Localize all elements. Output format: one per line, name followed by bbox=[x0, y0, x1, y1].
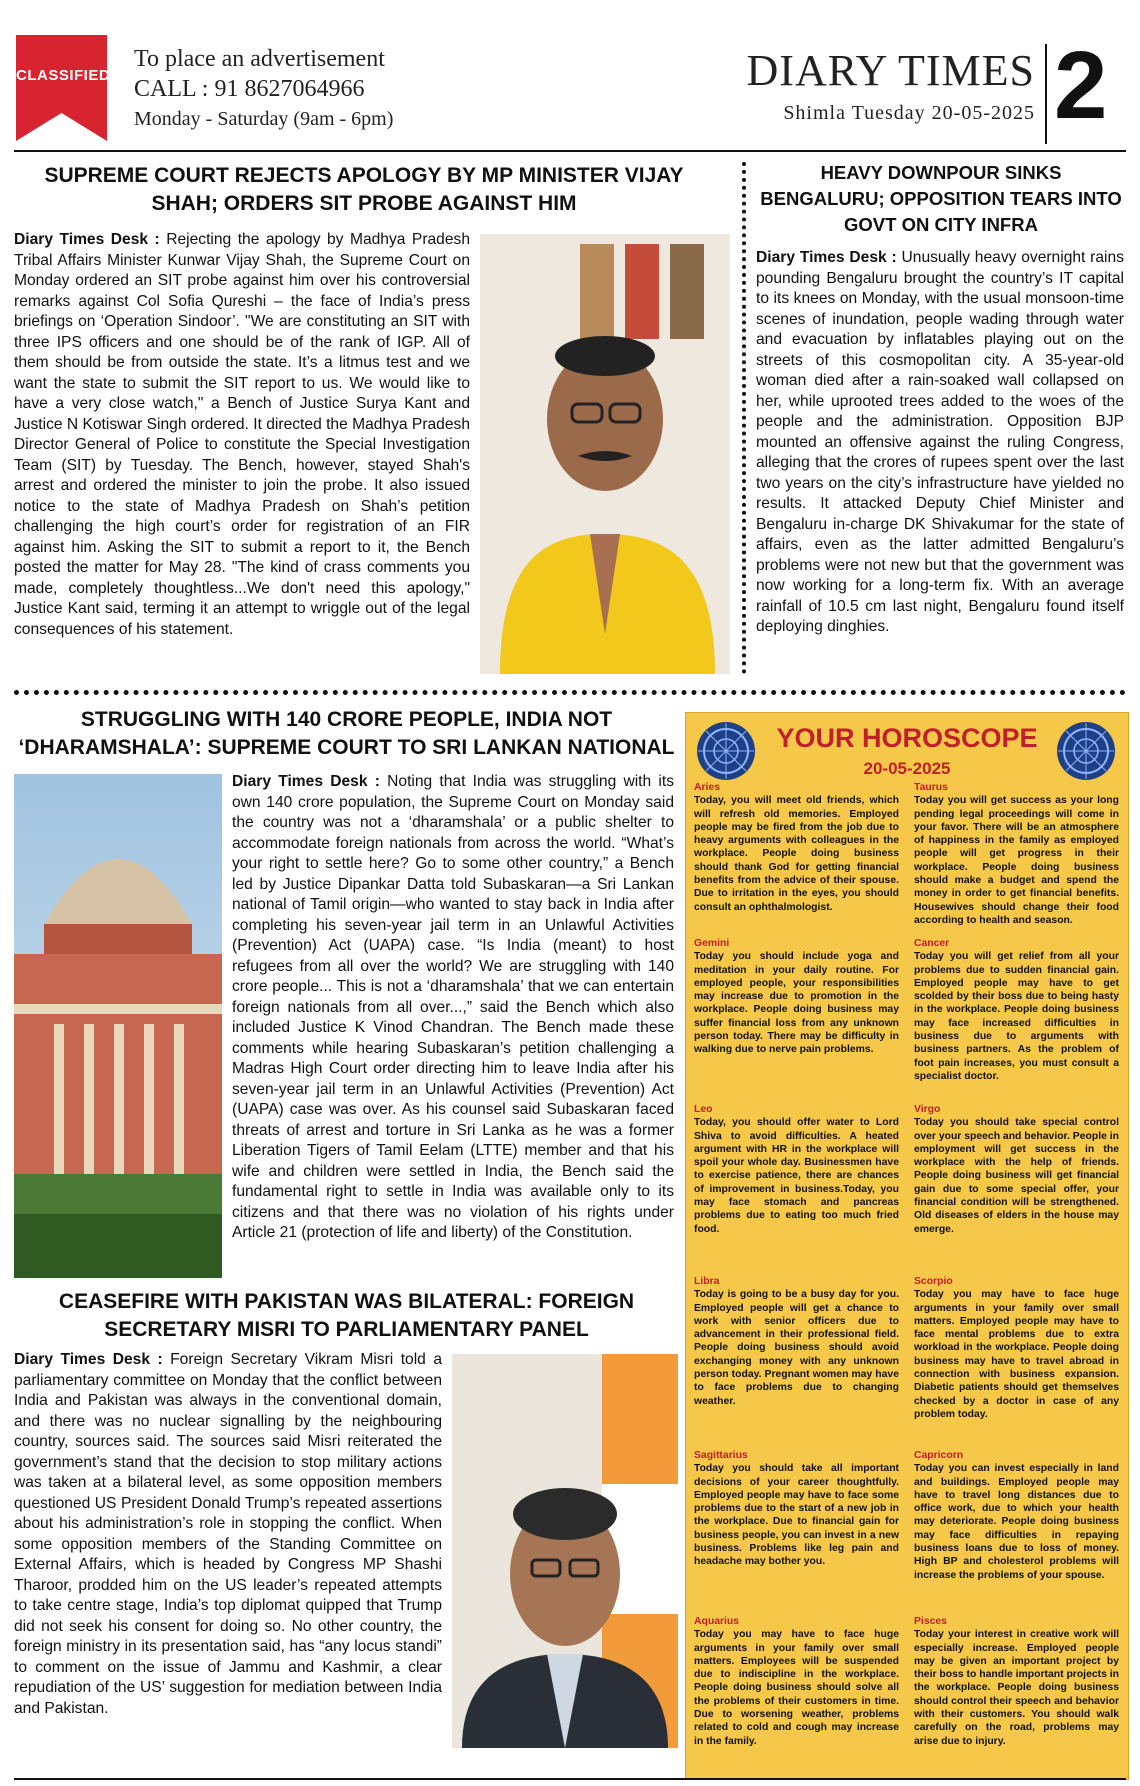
desk-label: Diary Times Desk : bbox=[756, 249, 897, 266]
ad-line-1: To place an advertisement bbox=[134, 46, 385, 72]
masthead-divider bbox=[1045, 44, 1047, 144]
ad-phone: CALL : 91 8627064966 bbox=[134, 76, 365, 102]
sign-name: Pisces bbox=[914, 1616, 947, 1627]
desk-label: Diary Times Desk : bbox=[232, 773, 380, 790]
desk-label: Diary Times Desk : bbox=[14, 231, 160, 248]
ad-hours: Monday - Saturday (9am - 6pm) bbox=[134, 108, 394, 130]
header-rule bbox=[14, 150, 1126, 152]
sign-text: Today you may have to face huge arguments in your family over small matters. Employed people may have to face mental problems due to extra workload in the workplace. People doing business may have to travel abroad in connection with business expansion. Diabetic patients should get themselves checked by a doctor in case of any problem today. bbox=[914, 1289, 1119, 1420]
sign-text: Today you should take special control over your speech and behavior. People in employment will get success in the workplace with the help of friends. People doing business will get financial gain due to some special offer, your financial condition will be strengthened. Old diseases of elders in the house may emerge. bbox=[914, 1117, 1119, 1235]
headline-dharamshala: STRUGGLING WITH 140 CRORE PEOPLE, INDIA NOT ‘DHARAMSHALA’: SUPREME COURT TO SRI LANKAN NATIONAL bbox=[18, 708, 675, 759]
sign-text: Today you should take all important decisions of your career thoughtfully. Employed people may have to face some problems due to the start of a new job in the workplace. Due to financial gain for business people, you can invest in a new business. Problems like leg pain and headache may bother you. bbox=[694, 1463, 899, 1568]
sign-text: Today your interest in creative work will especially increase. Employed people may be given an important project by their boss to handle important projects in the workplace. People doing business should control their speech and behavior with their customers. You should walk carefully on the road, problems may arise due to injury. bbox=[914, 1629, 1119, 1747]
headline-vijay-shah: SUPREME COURT REJECTS APOLOGY BY MP MINISTER VIJAY SHAH; ORDERS SIT PROBE AGAINST HIM bbox=[44, 164, 684, 215]
horoscope-capricorn bbox=[914, 1449, 1119, 1582]
sign-text: Today you should include yoga and meditation in your daily routine. For employed people, your responsibilities may increase due to promotion in the workplace. People doing business may suffer financial loss from any unknown person today. There may be difficulty in walking due to nerve pain problems. bbox=[694, 951, 899, 1056]
sign-name: Cancer bbox=[914, 938, 950, 949]
article-body: Unusually heavy overnight rains pounding Bengaluru brought the country’s IT capital to its knees on Monday, with the usual monsoon-time scenes of inundation, people wading through water and evacuation by inflatables playing out on the streets of this cosmopolitan city. A 35-year-old woman died after a rain-soaked wall collapsed on her, while uprooted trees added to the woes of the people and the administration. Opposition BJP mounted an offensive against the ruling Congress, alleging that the crores of rupees spent over the last two years on the city’s infrastructure have yielded no results. It attacked Deputy Chief Minister and Bengaluru in-charge DK Shivakumar for the state of affairs, even as the latter admitted Bengaluru’s problems were not new but that the government was now working for a long-term fix. With an average rainfall of 10.5 cm last night, Bengaluru found itself deploying dinghies. bbox=[756, 249, 1124, 635]
horoscope-leo bbox=[694, 1103, 899, 1236]
horoscope-sagittarius bbox=[694, 1449, 899, 1569]
article-vijay-shah bbox=[14, 230, 730, 674]
horoscope-pisces bbox=[914, 1615, 1119, 1748]
horoscope-taurus bbox=[914, 781, 1119, 927]
article-body: Foreign Secretary Vikram Misri told a parliamentary committee on Monday that the conflict between India and Pakistan was always in the conventional domain, and there was no nuclear signalling by the neighbouring country, sources said. The sources said Misri reiterated the government’s stand that the decision to stop military actions was taken at a bilateral level, as some opposition members questioned US President Donald Trump’s repeated assertions about his administration’s role in stopping the conflict. When some opposition members of the Standing Committee on External Affairs, which is headed by Congress MP Shashi Tharoor, prodded him on the US leader’s repeated attempts to take centre stage, India’s top diplomat quipped that Trump did not seek his consent for doing so. No other country, the foreign ministry in its presentation said, has “any locus standi” to comment on the issue of Jammu and Kashmir, a clear repudiation of the US’ suggestion for mediation between India and Pakistan. bbox=[14, 1351, 442, 1717]
sign-text: Today is going to be a busy day for you. Employed people will get a chance to work with senior officers due to advancement in their professional field. People doing business should avoid exchanging money with any unknown person today. Pregnant women may have to face problems due to changing weather. bbox=[694, 1289, 899, 1407]
article-bengaluru bbox=[756, 248, 1124, 638]
sign-name: Taurus bbox=[914, 782, 948, 793]
desk-label: Diary Times Desk : bbox=[14, 1351, 163, 1368]
headline-bengaluru: HEAVY DOWNPOUR SINKS BENGALURU; OPPOSITION TEARS INTO GOVT ON CITY INFRA bbox=[760, 162, 1122, 235]
sign-name: Sagittarius bbox=[694, 1450, 748, 1461]
horoscope-virgo bbox=[914, 1103, 1119, 1236]
section-divider bbox=[14, 690, 1126, 695]
article-dharamshala bbox=[14, 772, 674, 1278]
sign-text: Today, you will meet old friends, which will refresh old memories. Employed people may be fired from the job due to heavy arguments with colleagues in the workplace. People doing business should thank God for getting financial benefits from the advice of their spouse. Due to irritation in the eyes, you should consult an ophthalmologist. bbox=[694, 795, 899, 913]
classified-label: CLASSIFIED bbox=[16, 67, 111, 84]
sign-name: Gemini bbox=[694, 938, 730, 949]
dateline: Shimla Tuesday 20-05-2025 bbox=[783, 102, 1035, 124]
horoscope-cancer bbox=[914, 937, 1119, 1083]
paper-name: DIARY TIMES bbox=[746, 46, 1035, 95]
horoscope-gemini bbox=[694, 937, 899, 1057]
footer-rule bbox=[14, 1778, 1126, 1780]
sign-text: Today you will get relief from all your problems due to sudden financial gain. Employed people may have to get scolded by their boss due to being hasty in the workplace. People doing business may face increased difficulties in business due to arguments with business partners. As the problem of foot pain increases, you must consult a specialist doctor. bbox=[914, 951, 1119, 1082]
page-header bbox=[0, 0, 1140, 150]
column-divider bbox=[742, 162, 746, 674]
sign-text: Today you can invest especially in land and buildings. Employed people may have to travel long distances due to office work, due to which your health may deteriorate. People doing business may face difficulties in repaying business loans due to loss of money. High BP and cholesterol problems will increase the problems of your spouse. bbox=[914, 1463, 1119, 1581]
article-ceasefire bbox=[14, 1350, 678, 1748]
sign-name: Libra bbox=[694, 1276, 720, 1287]
classified-badge bbox=[16, 35, 111, 141]
vikram-misri-photo bbox=[452, 1354, 678, 1748]
sign-name: Aquarius bbox=[694, 1616, 740, 1627]
horoscope-aquarius bbox=[694, 1615, 899, 1748]
page-number: 2 bbox=[1054, 32, 1108, 139]
article-body: Noting that India was struggling with its own 140 crore population, the Supreme Court on Monday said the country was not a ‘dharamshala’ or a public shelter to accommodate foreign nationals from across the world. “What’s your right to settle here? Go to some other country,” a Bench led by Justice Dipankar Datta told Subaskaran—a Sri Lankan national of Tamil origin—who wanted to stay back in India after completing his seven-year jail term in an Unlawful Activities (Prevention) Act (UAPA) case. “Is India (meant) to host refugees from all over the world? We are struggling with 140 crore people... This is not a ‘dharamshala’ that we can entertain foreign nationals from all over...,” said the Bench which also included Justice K Vinod Chandran. The Bench made these comments while hearing Subaskaran’s petition challenging a Madras High Court order directing him to leave India after his seven-year jail term in an Unlawful Activities (Prevention) Act (UAPA) case was over. As his counsel said Subaskaran faced threats of arrest and torture in Sri Lanka as he was a former Liberation Tigers of Tamil Eelam (LTTE) member and that his wife and children were settled in India, the Bench said the fundamental right to settle in India was available only to its citizens and that there was no violation of his rights under Article 21 (protection of life and liberty) of the Constitution. bbox=[232, 773, 674, 1241]
sign-name: Scorpio bbox=[914, 1276, 953, 1287]
sign-text: Today, you should offer water to Lord Shiva to avoid difficulties. A heated argument with HR in the workplace will spoil your whole day. Businessmen have to exercise patience, there are chances of improvement in business.Today, you may face stomach and pancreas problems due to eating too much fried food. bbox=[694, 1117, 899, 1235]
article-body: Rejecting the apology by Madhya Pradesh Tribal Affairs Minister Kunwar Vijay Shah, the Supreme Court on Monday ordered an SIT probe against him over his controversial remarks against Col Sofia Qureshi – the face of India’s press briefings on ‘Operation Sindoor’. "We are constituting an SIT with three IPS officers and one should be of the rank of IGP. All of them should be from outside the state. It’s a litmus test and we want the state to submit the SIT report to us. We would like to have a very close watch," a Bench of Justice Surya Kant and Justice N Kotiswar Singh ordered. It directed the Madhya Pradesh Director General of Police to constitute the Special Investigation Team (SIT) by Tuesday. The Bench, however, stayed Shah's arrest and ordered the minister to join the probe. It also issued notice to the state of Madhya Pradesh on Shah’s petition challenging the high court’s order for registration of an FIR against him. Asking the SIT to submit a report to it, the Bench posted the matter for May 28. "The kind of crass comments you made, completely thoughtless...We don't need this apology," Justice Kant said, terming it an attempt to wriggle out of the legal consequences of his statement. bbox=[14, 231, 470, 638]
masthead bbox=[730, 48, 1035, 125]
horoscope-date: 20-05-2025 bbox=[863, 759, 951, 778]
sign-name: Capricorn bbox=[914, 1450, 964, 1461]
horoscope-title: YOUR HOROSCOPE bbox=[776, 723, 1038, 753]
horoscope-scorpio bbox=[914, 1275, 1119, 1421]
sign-name: Virgo bbox=[914, 1104, 941, 1115]
supreme-court-photo bbox=[14, 774, 222, 1278]
sign-text: Today you may have to face huge arguments in your family over small matters. Employees will be suspended due to indiscipline in the workplace. People doing business should solve all the problems of their customers in time. Due to worsening weather, problems related to cold and cough may increase in the family. bbox=[694, 1629, 899, 1747]
horoscope-libra bbox=[694, 1275, 899, 1408]
horoscope-aries bbox=[694, 781, 899, 914]
sign-name: Aries bbox=[694, 782, 720, 793]
sign-name: Leo bbox=[694, 1104, 713, 1115]
advertisement-info bbox=[134, 44, 393, 134]
vijay-shah-photo bbox=[480, 234, 730, 674]
sign-text: Today you will get success as your long pending legal proceedings will come in your favor. There will be an atmosphere of happiness in the family as employed people will get progress in their workplace. People doing business should make a budget and spend the money in order to get financial benefits. Housewives should change their food according to health and season. bbox=[914, 795, 1119, 926]
horoscope-panel bbox=[685, 712, 1129, 1780]
headline-ceasefire: CEASEFIRE WITH PAKISTAN WAS BILATERAL: FOREIGN SECRETARY MISRI TO PARLIAMENTARY PANEL bbox=[58, 1290, 635, 1341]
